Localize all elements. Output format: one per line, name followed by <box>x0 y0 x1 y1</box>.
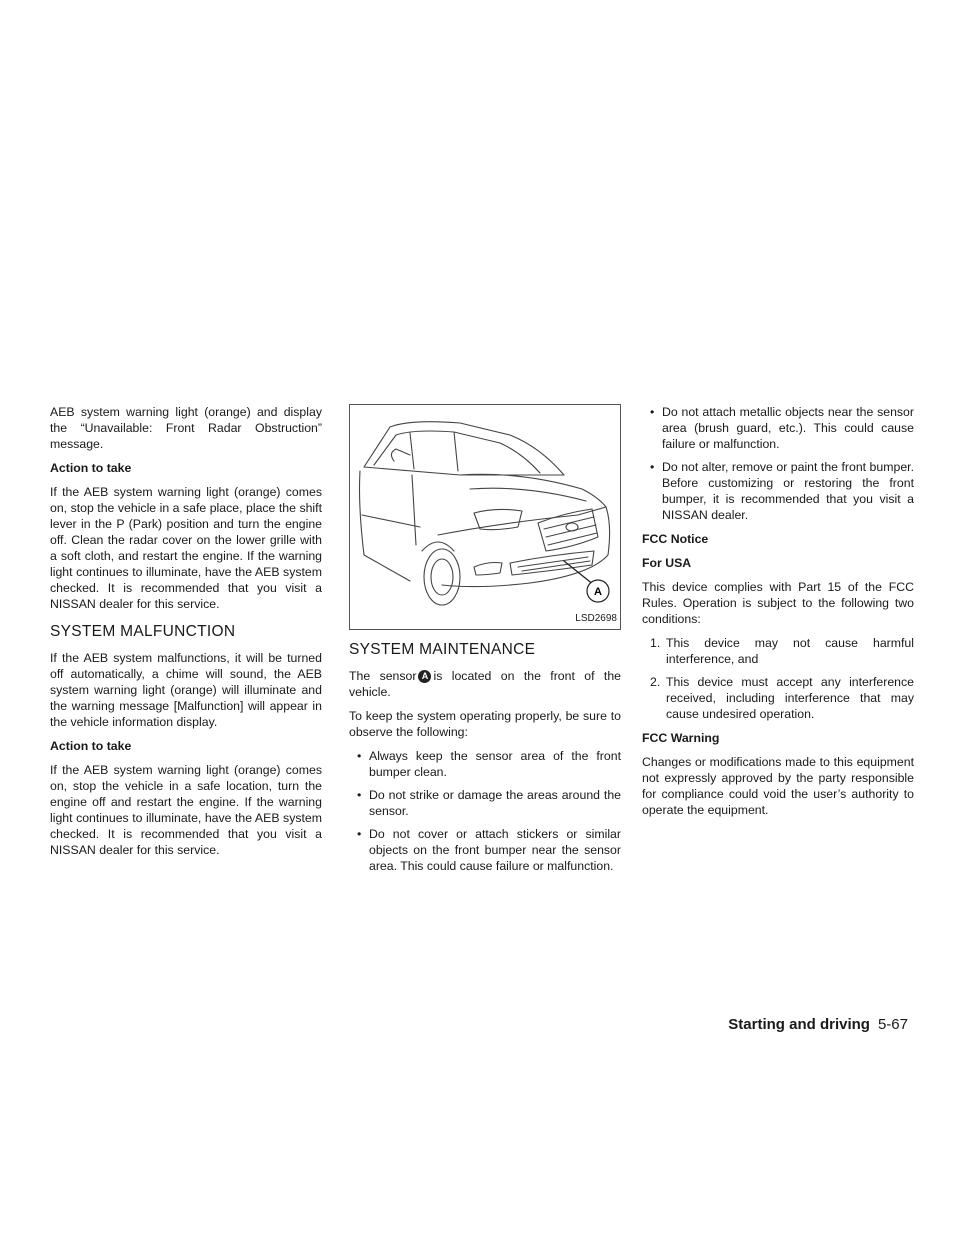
action-paragraph-2: If the AEB system warning light (orange) comes on, stop the vehicle in a safe location, turn the engine off and restart the engine. If the warning light continues to illuminate, have the AEB system checked. It is recommended that you visit a NISSAN dealer for this service. <box>50 763 322 857</box>
column-left <box>50 404 322 866</box>
list-item: • Do not strike or damage the areas around the sensor. <box>357 788 621 818</box>
column-right <box>642 404 914 826</box>
malfunction-paragraph: If the AEB system malfunctions, it will be turned off automatically, a chime will sound, the AEB system warning light (orange) will illuminate and the warning message [Malfunction] will appear in the vehicle information display. <box>50 651 322 729</box>
observe-paragraph: To keep the system operating properly, be sure to observe the following: <box>349 709 621 739</box>
maintenance-list <box>349 748 621 874</box>
system-malfunction-heading: SYSTEM MALFUNCTION <box>50 623 236 640</box>
fcc-notice-heading: FCC Notice <box>642 532 709 546</box>
figure-code: LSD2698 <box>575 613 617 624</box>
sensor-location-paragraph: The sensor A is located on the front of the vehicle. <box>349 669 622 699</box>
intro-paragraph: AEB system warning light (orange) and display the “Unavailable: Front Radar Obstruction” message. <box>50 405 322 451</box>
page-footer <box>728 1016 908 1033</box>
list-item: • Do not alter, remove or paint the front bumper. Before customizing or restoring the front bumper, it is recommended that you visit a NISSAN dealer. <box>650 460 914 522</box>
page-number: 5-67 <box>877 1016 908 1033</box>
list-item: 2. This device must accept any interference received, including interference that may cause undesired operation. <box>650 675 914 721</box>
for-usa-heading: For USA <box>642 556 692 570</box>
sensor-marker-icon: A <box>418 670 431 683</box>
action-heading-2: Action to take <box>50 739 132 753</box>
callout-letter: A <box>594 586 602 598</box>
fcc-warning-heading: FCC Warning <box>642 731 720 745</box>
fcc-paragraph: This device complies with Part 15 of the FCC Rules. Operation is subject to the following two conditions: <box>642 580 914 626</box>
fcc-warning-paragraph: Changes or modifications made to this equipment not expressly approved by the party responsible for compliance could void the user’s authority to operate the equipment. <box>642 755 914 817</box>
maintenance-list-continued <box>642 404 914 523</box>
action-heading-1: Action to take <box>50 461 132 475</box>
list-item: • Always keep the sensor area of the front bumper clean. <box>357 749 621 779</box>
section-title: Starting and driving <box>728 1016 870 1033</box>
sensor-location-figure <box>349 404 621 630</box>
system-maintenance-heading: SYSTEM MAINTENANCE <box>349 641 536 658</box>
list-item: 1. This device may not cause harmful interference, and <box>650 636 914 666</box>
list-item: • Do not attach metallic objects near the sensor area (brush guard, etc.). This could cause failure or malfunction. <box>650 405 914 451</box>
column-middle <box>349 404 621 882</box>
car-illustration <box>350 405 620 629</box>
fcc-conditions-list <box>642 635 914 722</box>
list-item: • Do not cover or attach stickers or similar objects on the front bumper near the sensor area. This could cause failure or malfunction. <box>357 827 621 873</box>
action-paragraph-1: If the AEB system warning light (orange) comes on, stop the vehicle in a safe place, place the shift lever in the P (Park) position and turn the engine off. Clean the radar cover on the lower grille with a soft cloth, and restart the engine. If the warning light continues to illuminate, have the AEB system checked. It is recommended that you visit a NISSAN dealer for this service. <box>50 485 322 611</box>
